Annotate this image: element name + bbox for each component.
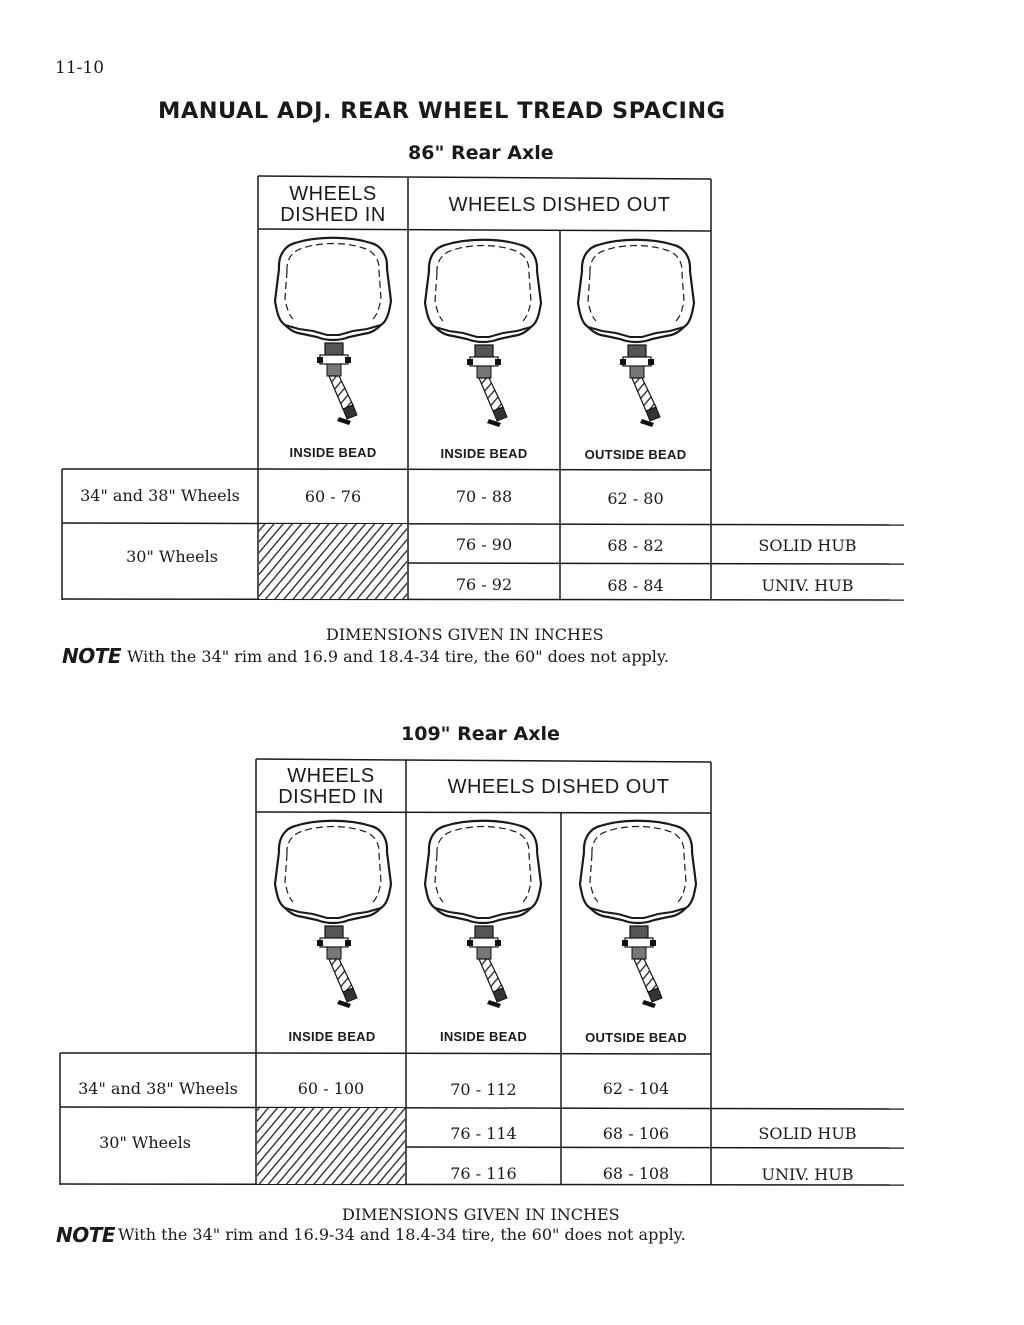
wheel-diagram-inside-86-a [275, 238, 391, 425]
value-109-r2a-c3: 68 - 106 [602, 1124, 670, 1143]
table-109-lines [60, 759, 904, 1185]
header-dished-out-86: WHEELS DISHED OUT [448, 194, 671, 216]
value-86-r1-c2: 70 - 88 [455, 487, 513, 506]
value-86-r2a-c2: 76 - 90 [455, 535, 513, 554]
row-label-34-38-109: 34" and 38" Wheels [78, 1079, 238, 1098]
note-label-86: NOTE [62, 644, 122, 668]
page-title: MANUAL ADJ. REAR WHEEL TREAD SPACING [158, 99, 726, 124]
bead-label-109-1: INSIDE BEAD [288, 1029, 376, 1044]
dimensions-note-109: DIMENSIONS GIVEN IN INCHES [342, 1205, 620, 1224]
note-label-109: NOTE [56, 1223, 116, 1247]
value-86-r2b-c2: 76 - 92 [455, 575, 513, 594]
value-109-r1-c2: 70 - 112 [450, 1080, 517, 1099]
header-dished-out-109: WHEELS DISHED OUT [447, 776, 670, 798]
header-dished-in-109: WHEELS DISHED IN [278, 765, 384, 808]
bead-label-109-3: OUTSIDE BEAD [585, 1030, 687, 1045]
value-109-r1-c1: 60 - 100 [297, 1079, 365, 1098]
page-number: 11-10 [55, 58, 105, 78]
value-86-r2a-c3: 68 - 82 [607, 536, 664, 555]
value-109-r2a-c2: 76 - 114 [450, 1124, 517, 1143]
note-text-86: With the 34" rim and 16.9 and 18.4-34 tire, the 60" does not apply. [127, 647, 669, 666]
value-109-r2b-c2: 76 - 116 [450, 1164, 517, 1183]
row-label-34-38-86: 34" and 38" Wheels [80, 486, 240, 505]
value-86-r1-c1: 60 - 76 [304, 487, 362, 506]
hub-univ-86: UNIV. HUB [761, 576, 854, 595]
hub-univ-109: UNIV. HUB [761, 1165, 854, 1184]
value-109-r2b-c3: 68 - 108 [602, 1164, 670, 1183]
value-86-r1-c3: 62 - 80 [607, 489, 664, 508]
row-label-30-109: 30" Wheels [99, 1133, 191, 1152]
wheel-diagram-inside-109-b [425, 821, 541, 1008]
axle-title-109: 109" Rear Axle [401, 723, 560, 745]
header-dished-in-86: WHEELS DISHED IN [280, 183, 386, 226]
dimensions-note-86: DIMENSIONS GIVEN IN INCHES [326, 625, 604, 644]
bead-label-86-1: INSIDE BEAD [289, 445, 377, 460]
hub-solid-109: SOLID HUB [758, 1124, 857, 1143]
wheel-diagram-outside-109 [580, 821, 696, 1008]
value-86-r2b-c3: 68 - 84 [607, 576, 664, 595]
bead-label-86-2: INSIDE BEAD [440, 446, 528, 461]
wheel-diagram-inside-86-b [425, 240, 541, 427]
bead-label-109-2: INSIDE BEAD [439, 1029, 528, 1044]
wheel-diagram-inside-109-a [275, 821, 391, 1008]
note-text-109: With the 34" rim and 16.9-34 and 18.4-34 tire, the 60" does not apply. [118, 1225, 686, 1244]
row-label-30-86: 30" Wheels [126, 547, 218, 566]
wheel-diagram-outside-86 [578, 240, 694, 427]
hatched-na-cell-109 [257, 1108, 405, 1184]
value-109-r1-c3: 62 - 104 [602, 1079, 670, 1098]
axle-title-86: 86" Rear Axle [408, 142, 554, 164]
hub-solid-86: SOLID HUB [758, 536, 857, 555]
bead-label-86-3: OUTSIDE BEAD [584, 447, 687, 462]
